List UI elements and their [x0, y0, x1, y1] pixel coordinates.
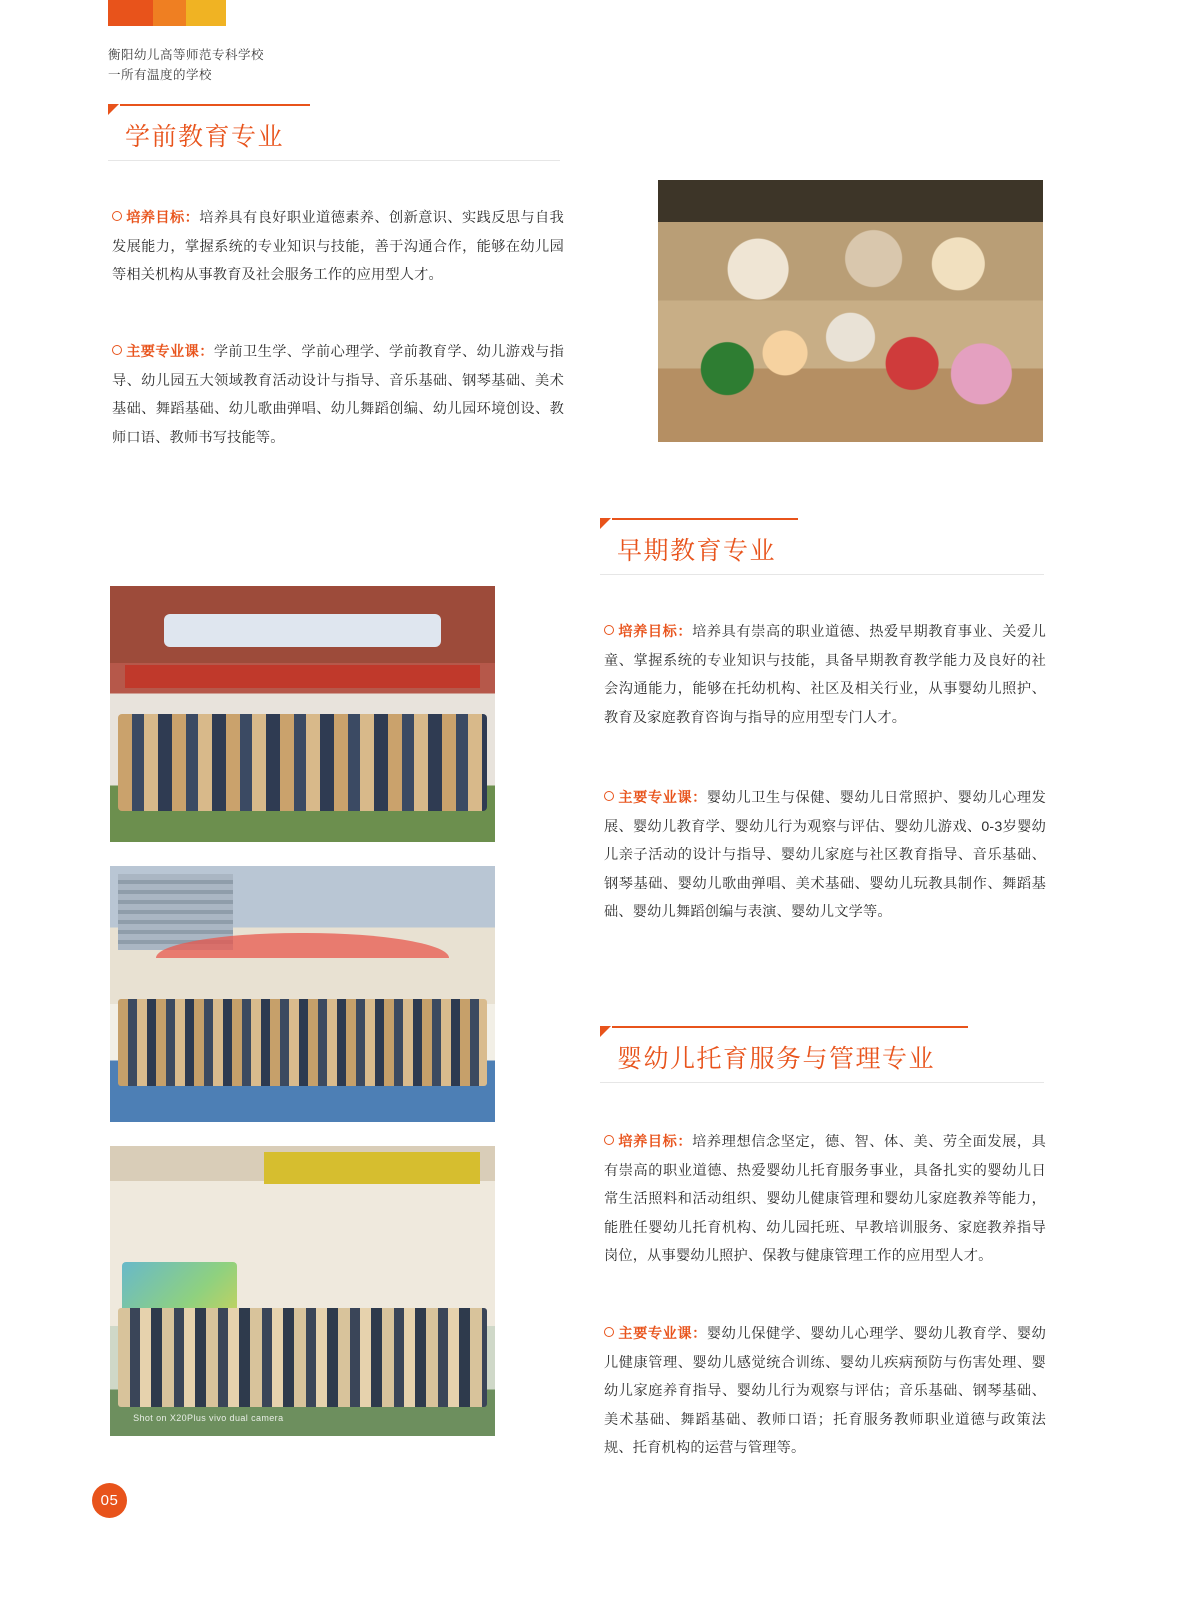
courses-text: 学前卫生学、学前心理学、学前教育学、幼儿游戏与指导、幼儿园五大领域教育活动设计与指导、音乐基础、钢琴基础、美术基础、舞蹈基础、幼儿歌曲弹唱、幼儿舞蹈创编、幼儿园环境创设、教师口语、教师书写技能等。: [112, 344, 564, 446]
early-education-courses-paragraph: [604, 784, 1046, 927]
bullet-icon: [604, 791, 614, 801]
heading-underline: [600, 1082, 1044, 1083]
bullet-icon: [112, 345, 122, 355]
bullet-icon: [604, 625, 614, 635]
courses-label: 主要专业课：: [126, 344, 214, 360]
heading-line: [612, 518, 798, 520]
infant-care-goal-paragraph: [604, 1128, 1046, 1271]
section-title: 早期教育专业: [617, 537, 777, 565]
page-number-badge: 05: [92, 1483, 127, 1518]
heading-rule: [600, 518, 1044, 528]
heading-underline: [600, 574, 1044, 575]
photo-kindergarten-gate: [110, 586, 495, 842]
courses-label: 主要专业课：: [618, 1326, 707, 1342]
photo-building-sign: [264, 1152, 480, 1184]
section-heading-early-education: [600, 518, 1044, 575]
section-heading-infant-care: [600, 1026, 1044, 1083]
photo-classroom-inner: [658, 180, 1043, 442]
bullet-icon: [604, 1135, 614, 1145]
courses-label: 主要专业课：: [618, 790, 707, 806]
goal-label: 培养目标：: [618, 624, 693, 640]
logo-segment-orange: [108, 0, 153, 26]
section-title: 学前教育专业: [125, 123, 285, 151]
bullet-icon: [604, 1327, 614, 1337]
logo-segment-amber: [153, 0, 186, 26]
photo-watermark: Shot on X20Plus vivo dual camera: [133, 1413, 284, 1424]
courses-text: 婴幼儿卫生与保健、婴幼儿日常照护、婴幼儿心理发展、婴幼儿教育学、婴幼儿行为观察与评估、婴幼儿游戏、0-3岁婴幼儿亲子活动的设计与指导、婴幼儿家庭与社区教育指导、音乐基础、钢琴基础、婴幼儿歌曲弹唱、美术基础、婴幼儿玩教具制作、舞蹈基础、婴幼儿舞蹈创编与表演、婴幼儿文学等。: [604, 790, 1046, 920]
photo-gate-crowd: [118, 714, 488, 811]
heading-rule: [108, 104, 560, 114]
brand-logo: [108, 0, 226, 26]
heading-underline: [108, 160, 560, 161]
heading-tick-icon: [108, 104, 119, 115]
goal-label: 培养目标：: [126, 210, 200, 226]
preschool-goal-paragraph: [112, 204, 564, 290]
school-name: 衡阳幼儿高等师范专科学校: [108, 48, 265, 62]
photo-classroom-activity: [658, 180, 1043, 442]
photo-gate-banner: [125, 665, 479, 688]
photo-building-crowd: [118, 1308, 488, 1407]
heading-line: [120, 104, 310, 106]
photo-yard-group: [110, 866, 495, 1122]
logo-segment-yellow: [186, 0, 226, 26]
heading-line: [612, 1026, 968, 1028]
bullet-icon: [112, 211, 122, 221]
courses-text: 婴幼儿保健学、婴幼儿心理学、婴幼儿教育学、婴幼儿健康管理、婴幼儿感觉统合训练、婴幼儿疾病预防与伤害处理、婴幼儿家庭养育指导、婴幼儿行为观察与评估；音乐基础、钢琴基础、美术基础、舞蹈基础、教师口语；托育服务教师职业道德与政策法规、托育机构的运营与管理等。: [604, 1326, 1046, 1456]
goal-text: 培养理想信念坚定，德、智、体、美、劳全面发展，具有崇高的职业道德、热爱婴幼儿托育服务事业，具备扎实的婴幼儿日常生活照料和活动组织、婴幼儿健康管理和婴幼儿家庭教养等能力，能胜任婴幼儿托育机构、幼儿园托班、早教培训服务、家庭教养指导岗位，从事婴幼儿照护、保教与健康管理工作的应用型人才。: [604, 1134, 1046, 1264]
early-education-goal-paragraph: [604, 618, 1046, 732]
preschool-courses-paragraph: [112, 338, 564, 452]
goal-text: 培养具有良好职业道德素养、创新意识、实践反思与自我发展能力，掌握系统的专业知识与技能，善于沟通合作，能够在幼儿园等相关机构从事教育及社会服务工作的应用型人才。: [112, 210, 564, 283]
school-slogan: 一所有温度的学校: [108, 68, 213, 82]
goal-label: 培养目标：: [618, 1134, 693, 1150]
section-title: 婴幼儿托育服务与管理专业: [617, 1045, 936, 1073]
goal-text: 培养具有崇高的职业道德、热爱早期教育事业、关爱儿童、掌握系统的专业知识与技能，具备早期教育教学能力及良好的社会沟通能力，能够在托幼机构、社区及相关行业，从事婴幼儿照护、教育及家庭教育咨询与指导的应用型专门人才。: [604, 624, 1046, 726]
heading-rule: [600, 1026, 1044, 1036]
section-heading-preschool: [108, 104, 560, 161]
heading-tick-icon: [600, 1026, 611, 1037]
heading-tick-icon: [600, 518, 611, 529]
photo-yard-crowd: [118, 999, 488, 1086]
photo-gate-sign: [164, 614, 441, 647]
photo-building-group: [110, 1146, 495, 1436]
infant-care-courses-paragraph: [604, 1320, 1046, 1463]
